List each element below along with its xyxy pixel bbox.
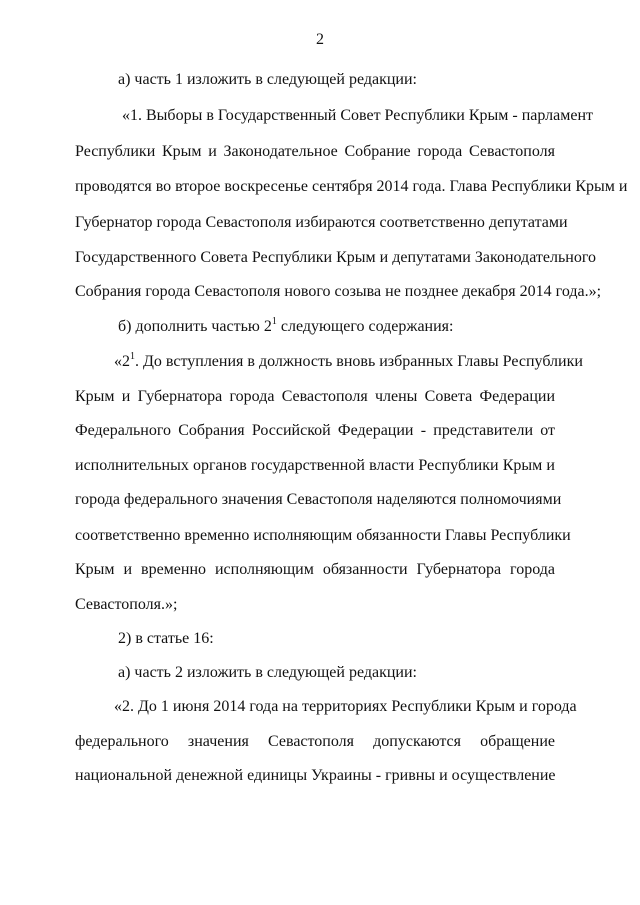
text-line: Собрания города Севастополя нового созыва не позднее декабря 2014 года.»; [75,283,602,300]
text-line: Крым и временно исполняющим обязанности Губернатора города [75,561,555,578]
text-line [114,350,583,372]
text-fragment: «2 [114,353,130,370]
text-line: Крым и Губернатора города Севастополя члены Совета Федерации [75,388,555,405]
text-line: Губернатор города Севастополя избираются соответственно депутатами [75,214,568,231]
text-line [118,317,555,337]
text-line: Федерального Собрания Российской Федерации - представители от [75,422,555,439]
text-line: «1. Выборы в Государственный Совет Республики Крым - парламент [122,107,594,124]
text-line: соответственно временно исполняющим обязанности Главы Республики [75,527,571,544]
text-fragment: . До вступления в должность вновь избранных Главы Республики [135,353,583,370]
text-line: проводятся во второе воскресенье сентября 2014 года. Глава Республики Крым и [75,178,628,195]
superscript: 1 [130,350,135,362]
text-line: а) часть 2 изложить в следующей редакции: [118,664,417,681]
superscript: 1 [271,315,277,327]
text-line: «2. До 1 июня 2014 года на территориях Республики Крым и города [114,698,577,715]
text-line: города федерального значения Севастополя наделяются полномочиями [75,491,562,508]
text-line: национальной денежной единицы Украины - гривны и осуществление [75,767,556,784]
text-line: 2) в статье 16: [118,630,214,647]
page-number: 2 [316,31,324,48]
text-line: федерального значения Севастополя допускаются обращение [75,733,555,750]
text-fragment: следующего содержания: [276,318,454,335]
text-line: Республики Крым и Законодательное Собрание города Севастополя [75,143,555,160]
text-line: исполнительных органов государственной власти Республики Крым и [75,457,555,474]
text-line: а) часть 1 изложить в следующей редакции: [118,71,417,88]
text-fragment: б) дополнить частью 2 [118,318,272,335]
text-line: Севастополя.»; [75,596,178,613]
text-line: Государственного Совета Республики Крым и депутатами Законодательного [75,249,596,266]
